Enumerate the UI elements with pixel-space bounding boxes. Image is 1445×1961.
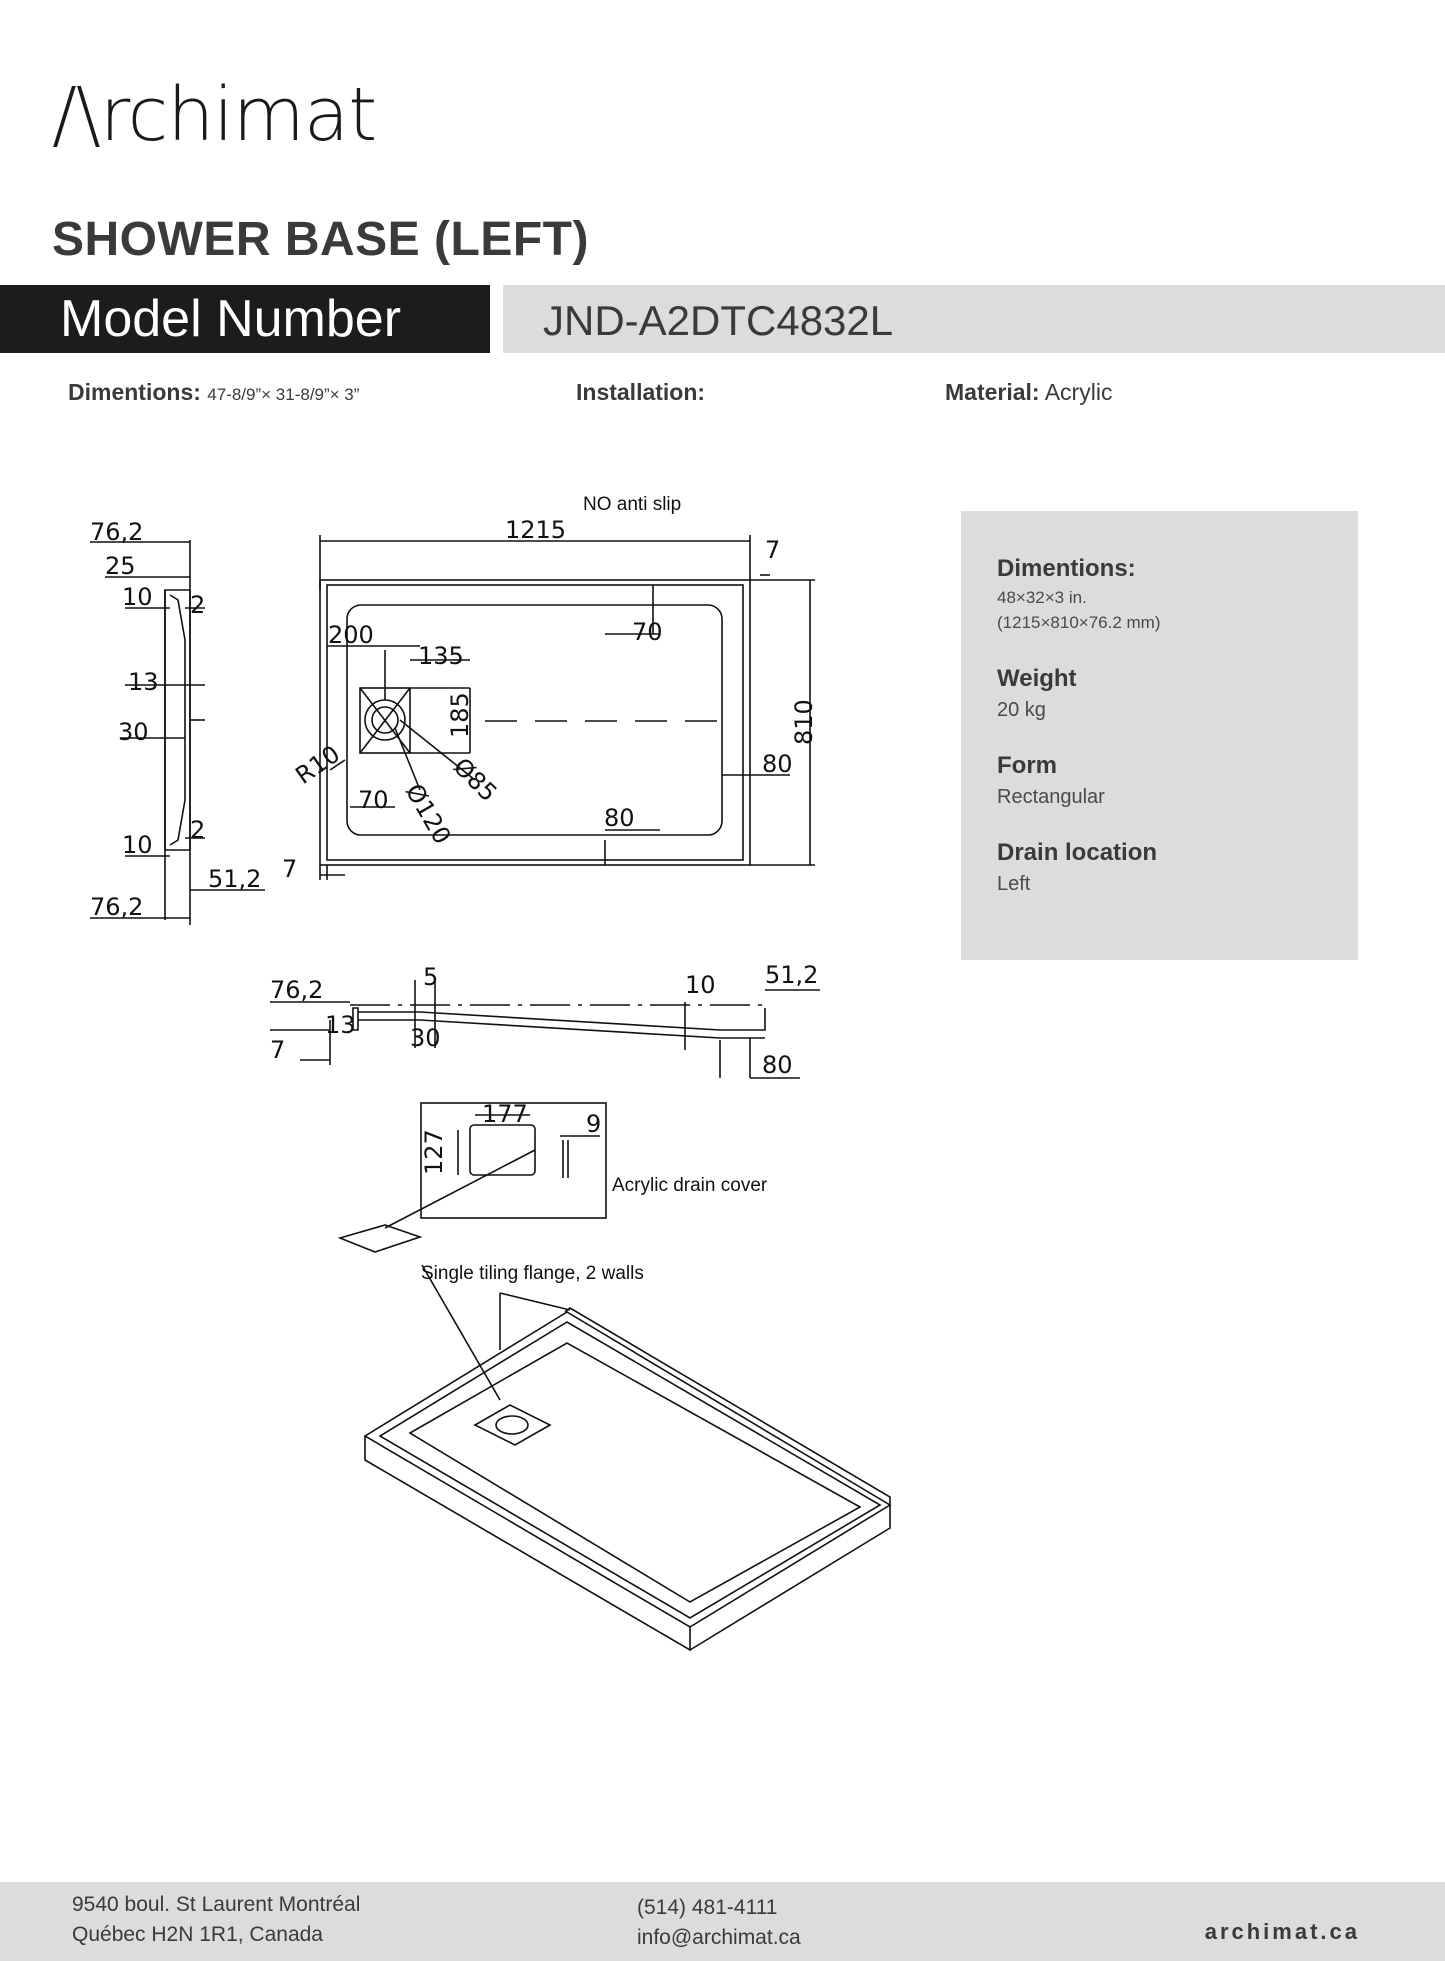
- spec-installation: [576, 379, 705, 406]
- dim-cover-127: 127: [420, 1129, 448, 1175]
- drain-cover-detail: [340, 1103, 606, 1400]
- model-label: Model Number: [60, 290, 402, 348]
- dim-plan-dia-85: Ø85: [447, 752, 503, 808]
- info-form: [997, 752, 1105, 811]
- dim-plan-810: 810: [790, 699, 818, 745]
- spec-dimensions-value: 47-8/9”× 31-8/9”× 3”: [207, 385, 360, 404]
- info-weight: [997, 665, 1077, 724]
- info-form-value: Rectangular: [997, 786, 1105, 808]
- spec-material-value: Acrylic: [1044, 379, 1113, 405]
- dim-plan-r10: R10: [290, 739, 346, 790]
- footer-phone[interactable]: (514) 481-4111: [637, 1896, 778, 1919]
- info-panel: [961, 511, 1358, 960]
- dim-section-80: 80: [762, 1051, 793, 1079]
- dim-plan-70-bottom: 70: [358, 786, 389, 814]
- plan-view: [320, 535, 815, 880]
- dim-side-76-2-top: 76,2: [90, 518, 144, 546]
- dim-section-13: 13: [325, 1011, 356, 1039]
- info-form-label: Form: [997, 752, 1057, 779]
- model-number: JND-A2DTC4832L: [543, 297, 894, 344]
- dim-plan-80-right: 80: [762, 750, 793, 778]
- dim-side-2-bottom: 2: [190, 816, 206, 844]
- brand-logo: /\rchimat: [52, 72, 377, 158]
- spec-material: [945, 379, 1112, 406]
- dim-cover-9: 9: [586, 1110, 602, 1138]
- dim-plan-185: 185: [446, 692, 474, 738]
- info-weight-label: Weight: [997, 665, 1077, 692]
- dim-side-76-2-bottom: 76,2: [90, 893, 144, 921]
- no-anti-slip-label: NO anti slip: [583, 494, 682, 515]
- info-dimensions: [997, 555, 1161, 635]
- info-drain: [997, 839, 1157, 898]
- dim-side-10-bottom: 10: [122, 831, 153, 859]
- info-drain-value: Left: [997, 873, 1031, 895]
- dim-plan-135: 135: [418, 642, 464, 670]
- isometric-view: [365, 1293, 890, 1650]
- page-title: SHOWER BASE (LEFT): [52, 213, 589, 266]
- footer-contact: [637, 1893, 801, 1954]
- dim-plan-80-bottom: 80: [604, 804, 635, 832]
- dim-side-10-top: 10: [122, 583, 153, 611]
- spec-dimensions: [68, 379, 359, 406]
- dim-plan-dia-120: Ø120: [399, 779, 457, 850]
- dim-plan-1215: 1215: [505, 516, 567, 544]
- info-weight-value: 20 kg: [997, 699, 1046, 721]
- dim-side-51-2: 51,2: [208, 865, 262, 893]
- info-dimensions-label: Dimentions:: [997, 555, 1136, 582]
- info-dimensions-in: 48×32×3 in.: [997, 588, 1087, 607]
- info-dimensions-mm: (1215×810×76.2 mm): [997, 612, 1161, 632]
- spec-material-label: Material:: [945, 379, 1040, 405]
- technical-drawing: [0, 470, 1000, 1670]
- spec-installation-label: Installation:: [576, 379, 706, 405]
- footer-address-line2: Québec H2N 1R1, Canada: [72, 1923, 323, 1947]
- dim-side-25: 25: [105, 552, 136, 580]
- dim-cover-177: 177: [482, 1100, 528, 1128]
- dim-section-10: 10: [685, 971, 716, 999]
- dim-section-76-2: 76,2: [270, 976, 324, 1004]
- footer-address: [72, 1890, 360, 1951]
- dim-section-51-2: 51,2: [765, 961, 819, 989]
- dim-side-13: 13: [128, 668, 159, 696]
- dim-side-2-top: 2: [190, 591, 206, 619]
- dim-side-30: 30: [118, 718, 149, 746]
- footer-address-line1: 9540 boul. St Laurent Montréal: [72, 1893, 361, 1916]
- spec-dimensions-label: Dimentions:: [68, 379, 201, 405]
- dim-plan-7: 7: [765, 536, 781, 564]
- drain-cover-label: Acrylic drain cover: [612, 1175, 768, 1196]
- dim-section-7: 7: [270, 1036, 286, 1064]
- flange-label: Single tiling flange, 2 walls: [421, 1263, 644, 1284]
- dim-section-30: 30: [410, 1024, 441, 1052]
- dim-plan-70-top: 70: [632, 618, 663, 646]
- dim-section-5: 5: [423, 963, 439, 991]
- dim-side-7: 7: [282, 855, 298, 883]
- footer-email[interactable]: info@archimat.ca: [637, 1926, 801, 1950]
- footer-website[interactable]: archimat.ca: [1204, 1919, 1360, 1944]
- info-drain-label: Drain location: [997, 839, 1158, 866]
- dim-plan-200: 200: [328, 621, 374, 649]
